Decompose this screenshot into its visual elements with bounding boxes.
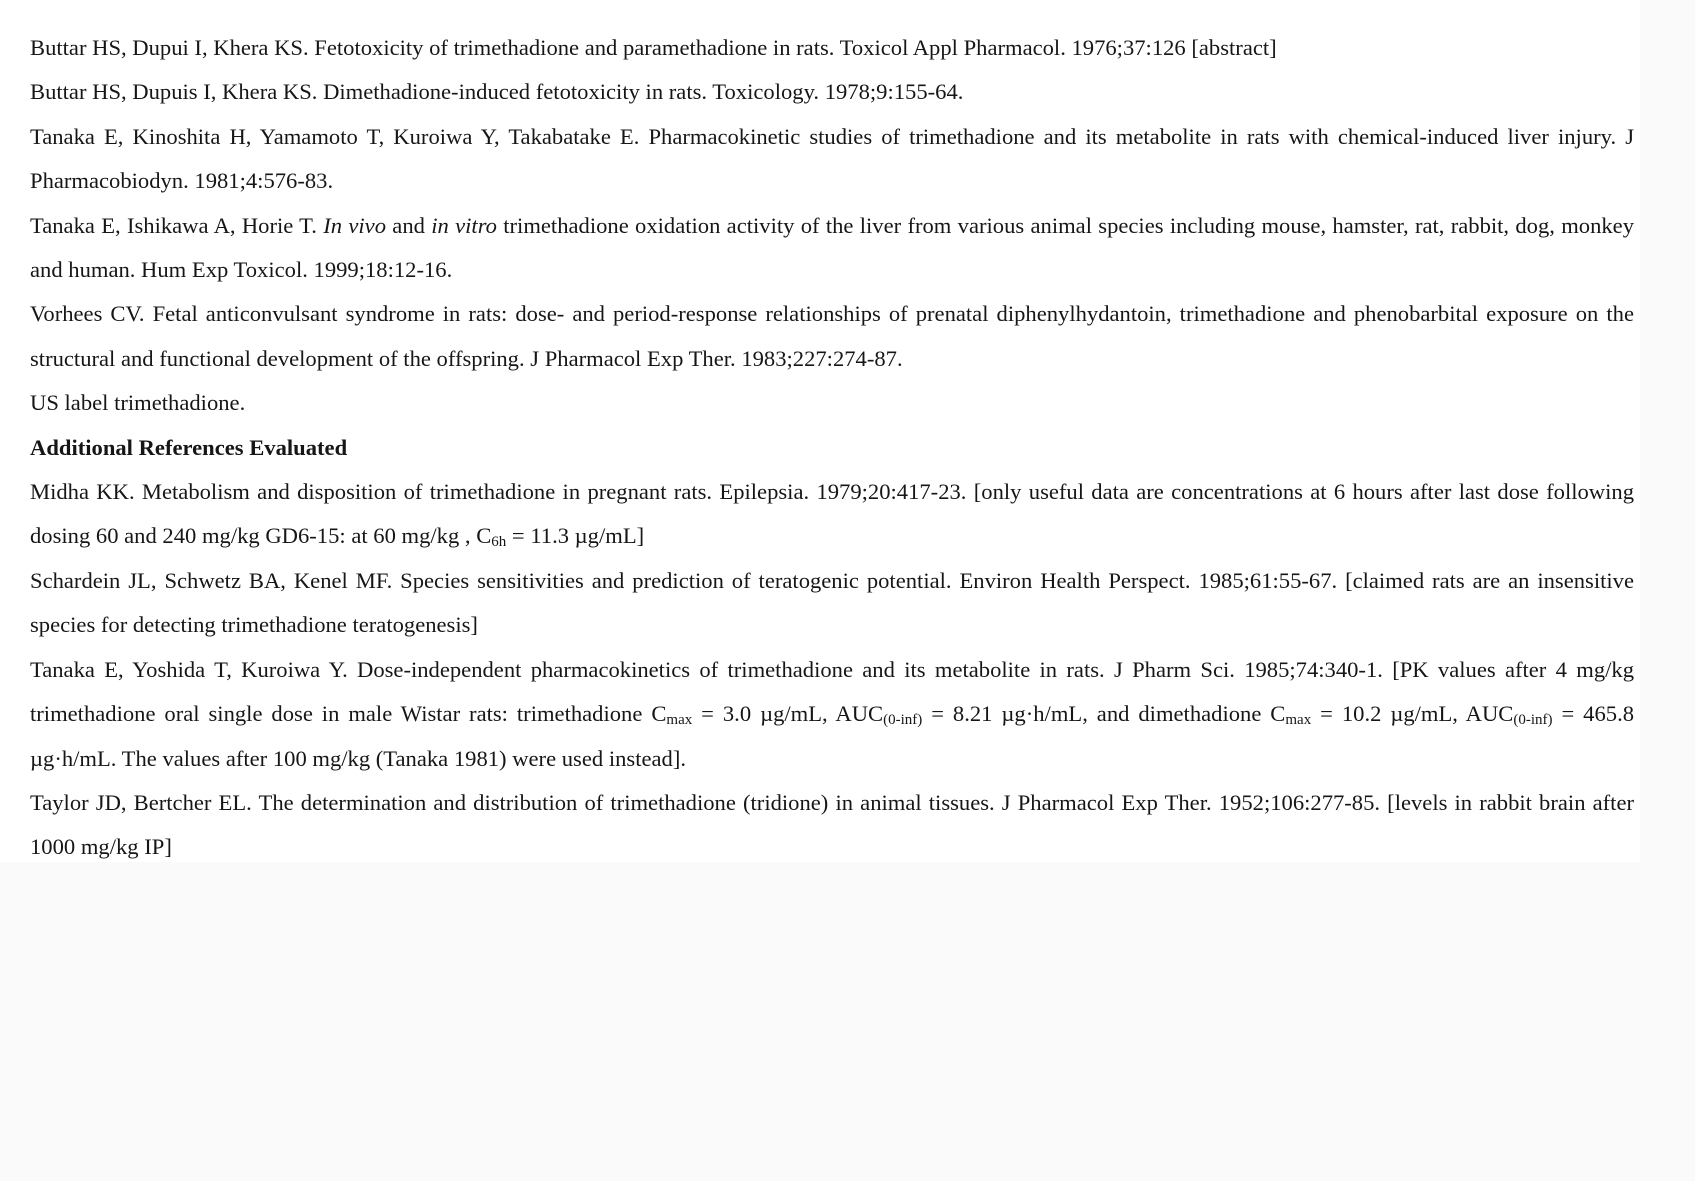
subscript: (0-inf) <box>883 712 923 729</box>
reference-taylor-1952: Taylor JD, Bertcher EL. The determination and distribution of trimethadione (tridione) in animal tissues. J Pharmacol Exp Ther. 1952;106:277-85. [levels in rabbit brain after 1000 mg/kg IP] <box>30 789 1634 860</box>
reference-text: Tanaka E, Yoshida T, Kuroiwa Y. Dose-independent pharmacokinetics of trimethadione and its metabolite in rats. J Pharm Sci. 1985;74:340-1. [PK values after 4 mg/kg trimethadione oral single dose in male Wistar rats: trimethadione C <box>30 656 1634 727</box>
reference-tanaka-1985 <box>30 648 1634 781</box>
reference-buttar-1978: Buttar HS, Dupuis I, Khera KS. Dimethadione-induced fetotoxicity in rats. Toxicology. 1978;9:155-64. <box>30 79 964 105</box>
reference-text: trimethadione oxidation activity of the liver from various animal species including mouse, hamster, rat, rabbit, dog, monkey and human. Hum Exp Toxicol. 1999;18:12-16. <box>30 212 1635 283</box>
subscript: max <box>1285 712 1312 729</box>
reference-tanaka-1981: Tanaka E, Kinoshita H, Yamamoto T, Kuroiwa Y, Takabatake E. Pharmacokinetic studies of trimethadione and its metabolite in rats with chemical-induced liver injury. J Pharmacobiodyn. 1981;4:576-83. <box>30 123 1634 194</box>
reference-schardein-1985: Schardein JL, Schwetz BA, Kenel MF. Species sensitivities and prediction of teratogenic potential. Environ Health Perspect. 1985;61:55-67. [claimed rats are an insensitive species for detecting trimethadione teratogenesis] <box>30 567 1634 638</box>
reference-tanaka-1999 <box>30 204 1634 293</box>
reference-text: = 10.2 µg/mL, AUC <box>1311 701 1514 727</box>
reference-text: = 465.8 µg·h/mL. The values after 100 mg/kg (Tanaka 1981) were used instead]. <box>30 701 1635 771</box>
reference-text: and <box>386 212 432 238</box>
subscript: (0-inf) <box>1513 712 1553 729</box>
reference-buttar-1976: Buttar HS, Dupui I, Khera KS. Fetotoxicity of trimethadione and paramethadione in rats. Toxicol Appl Pharmacol. 1976;37:126 [abstract] <box>30 35 1277 60</box>
section-heading-additional-references: Additional References Evaluated <box>30 434 348 460</box>
reference-midha-1979 <box>30 470 1634 559</box>
reference-text: Tanaka E, Ishikawa A, Horie T. <box>30 212 324 238</box>
italic-term: in vitro <box>431 212 497 238</box>
reference-text: = 8.21 µg·h/mL, and dimethadione C <box>922 701 1286 727</box>
reference-list <box>30 26 1634 870</box>
subscript: max <box>666 712 693 729</box>
reference-us-label: US label trimethadione. <box>30 390 246 416</box>
reference-text: Midha KK. Metabolism and disposition of trimethadione in pregnant rats. Epilepsia. 1979;20:417-23. [only useful data are concentrations at 6 hours after last dose following dosing 60 and 240 mg/kg GD6-15: at 60 mg/kg , C <box>30 479 1634 549</box>
reference-text: = 11.3 µg/mL] <box>506 523 645 549</box>
reference-vorhees-1983: Vorhees CV. Fetal anticonvulsant syndrome in rats: dose- and period-response relationships of prenatal diphenylhydantoin, trimethadione and phenobarbital exposure on the structural and functional development of the offspring. J Pharmacol Exp Ther. 1983;227:274-87. <box>30 301 1634 371</box>
italic-term: In vivo <box>323 212 386 238</box>
subscript: 6h <box>491 534 507 551</box>
reference-text: = 3.0 µg/mL, AUC <box>692 701 884 727</box>
